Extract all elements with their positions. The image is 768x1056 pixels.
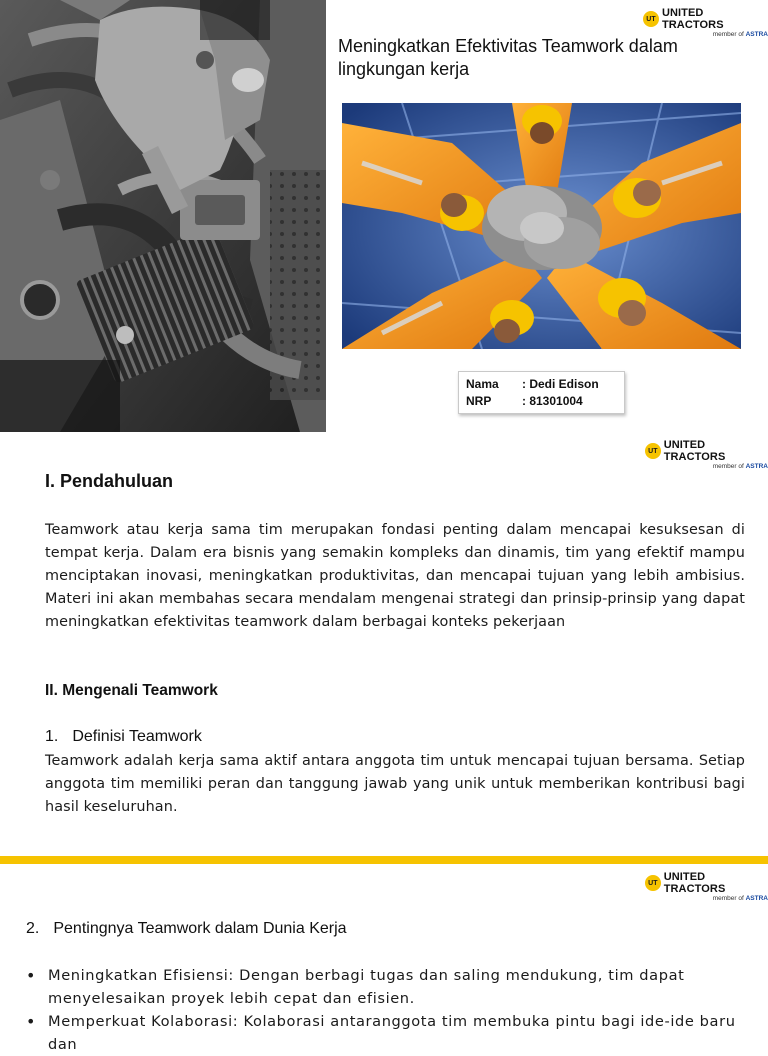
- subsection-heading: II. Mengenali Teamwork: [45, 682, 218, 699]
- identity-box: [458, 371, 625, 414]
- logo-subtext: member of ASTRA: [712, 463, 768, 470]
- item-number: 2.: [26, 920, 40, 937]
- item-number: 1.: [45, 728, 59, 745]
- logo-subtext: member of ASTRA: [712, 895, 768, 902]
- engine-mechanic-photo: [0, 0, 326, 432]
- identity-label: NRP: [466, 394, 492, 408]
- item-title: Definisi Teamwork: [72, 728, 202, 745]
- united-tractors-logo: [645, 871, 768, 902]
- logo-text: UNITED TRACTORS: [661, 7, 724, 31]
- team-hands-photo: [342, 103, 741, 349]
- logo-text: UNITED TRACTORS: [663, 439, 726, 463]
- identity-row-name: [466, 376, 617, 393]
- cover-slide: [0, 0, 768, 432]
- logo-subtext: member of ASTRA: [712, 31, 768, 38]
- engine-photo-graphic: [0, 0, 326, 432]
- section-heading: I. Pendahuluan: [45, 471, 174, 491]
- team-photo-graphic: [342, 103, 741, 349]
- ut-logo-icon: UT: [643, 11, 659, 27]
- identity-label: Nama: [466, 377, 499, 391]
- bullet-text: Meningkatkan Efisiensi: Dengan berbagi tugas dan saling mendukung, tim dapat menyelesaikan proyek lebih cepat dan efisien.: [48, 967, 685, 1007]
- item-title: Pentingnya Teamwork dalam Dunia Kerja: [53, 920, 347, 937]
- logo-text: UNITED TRACTORS: [663, 871, 726, 895]
- slide-title: Meningkatkan Efektivitas Teamwork dalam lingkungan kerja: [338, 36, 678, 79]
- intro-paragraph: Teamwork atau kerja sama tim merupakan fondasi penting dalam mencapai kesuksesan di tempat kerja. Dalam era bisnis yang semakin kompleks dan dinamis, tim yang efektif mampu menciptakan inovasi, meningkatkan produktivitas, dan mencapai tujuan yang lebih ambisius. Materi ini akan membahas secara mendalam mengenai strategi dan prinsip-prinsip yang dapat meningkatkan efektivitas teamwork dalam berbagai konteks pekerjaan: [45, 522, 745, 630]
- identity-row-nrp: [466, 393, 617, 410]
- bullet-item: [26, 964, 766, 1010]
- definition-paragraph: Teamwork adalah kerja sama aktif antara anggota tim untuk mencapai tujuan bersama. Setiap anggota tim memiliki peran dan tanggung jawab yang unik untuk memberikan kontribusi bagi hasil keseluruhan.: [45, 753, 745, 815]
- numbered-item: [26, 920, 347, 938]
- ut-logo-icon: UT: [645, 443, 661, 459]
- united-tractors-logo: [643, 7, 768, 38]
- numbered-item: [45, 728, 202, 746]
- importance-slide: [0, 864, 768, 1053]
- bullet-text: Memperkuat Kolaborasi: Kolaborasi antaranggota tim membuka pintu bagi ide-ide baru dan: [48, 1013, 736, 1053]
- intro-slide: [0, 432, 768, 856]
- bullet-icon: •: [26, 966, 37, 985]
- bullet-item: [26, 1010, 766, 1056]
- ut-logo-icon: UT: [645, 875, 661, 891]
- united-tractors-logo: [645, 439, 768, 470]
- slide-separator: [0, 856, 768, 864]
- identity-value: : 81301004: [522, 394, 583, 408]
- identity-value: : Dedi Edison: [522, 377, 599, 391]
- bullet-icon: •: [26, 1012, 37, 1031]
